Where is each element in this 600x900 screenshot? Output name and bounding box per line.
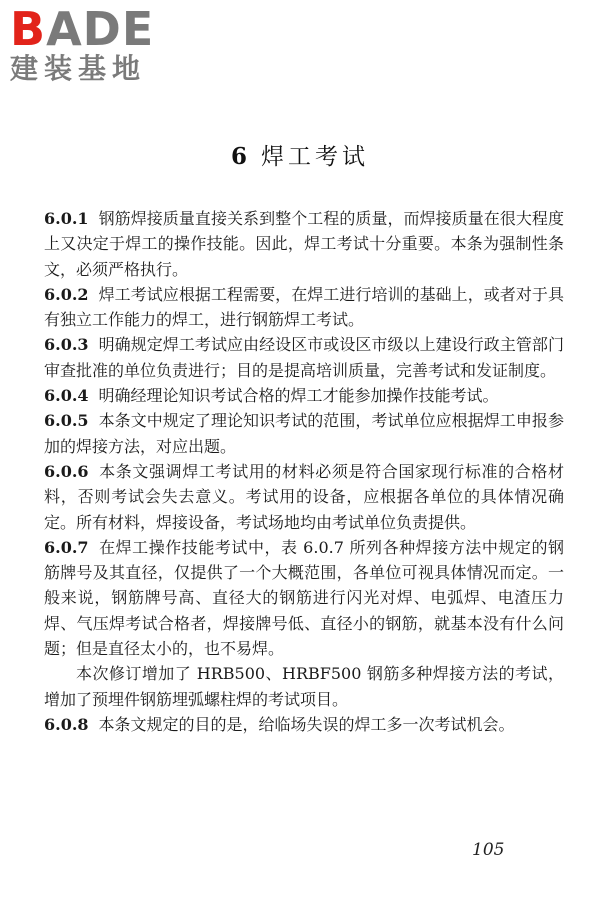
page-number: 105 <box>472 840 505 860</box>
clause-text: 本条文中规定了理论知识考试的范围，考试单位应根据焊工申报参加的焊接方法，对应出题。 <box>44 411 564 456</box>
chapter-title <box>0 142 600 172</box>
clause-text: 焊工考试应根据工程需要，在焊工进行培训的基础上，或者对于具有独立工作能力的焊工，进行钢筋焊工考试。 <box>44 284 564 330</box>
paragraph-6-0-2 <box>44 282 564 333</box>
paragraph-revision-note <box>44 661 564 712</box>
paragraph-6-0-4 <box>44 383 564 408</box>
document-body <box>44 206 564 737</box>
logo-subtitle: 建装基地 <box>10 52 147 85</box>
paragraph-6-0-7 <box>44 535 564 661</box>
clause-number: 6.0.7 <box>44 537 89 557</box>
paragraph-6-0-8 <box>44 712 564 737</box>
chapter-number: 6 <box>230 143 247 170</box>
paragraph-6-0-6 <box>44 459 564 535</box>
clause-text: 明确规定焊工考试应由经设区市或设区市级以上建设行政主管部门审查批准的单位负责进行；目的是提高培训质量，完善考试和发证制度。 <box>44 335 564 380</box>
paragraph-6-0-1 <box>44 206 564 282</box>
clause-text: 钢筋焊接质量直接关系到整个工程的质量，而焊接质量在很大程度上又决定于焊工的操作技能。因此，焊工考试十分重要。本条为强制性条文，必须严格执行。 <box>44 209 564 279</box>
clause-number: 6.0.2 <box>44 284 89 304</box>
bade-logo <box>10 2 185 90</box>
clause-number: 6.0.8 <box>44 714 89 734</box>
clause-number: 6.0.1 <box>44 209 89 228</box>
clause-number: 6.0.3 <box>44 335 89 355</box>
logo-wordmark <box>10 2 185 56</box>
logo-wordmark-rest: ADE <box>46 2 155 56</box>
clause-text: 本条文规定的目的是，给临场失误的焊工多一次考试机会。 <box>98 714 515 734</box>
clause-number: 6.0.6 <box>44 461 89 481</box>
clause-text: 本条文强调焊工考试用的材料必须是符合国家现行标准的合格材料，否则考试会失去意义。考试用的设备，应根据各单位的具体情况确定。所有材料，焊接设备，考试场地均由考试单位负责提供。 <box>44 461 564 532</box>
chapter-title-text: 焊工考试 <box>261 144 369 170</box>
paragraph-6-0-5 <box>44 408 564 459</box>
clause-text: 在焊工操作技能考试中，表 6.0.7 所列各种焊接方法中规定的钢筋牌号及其直径，仅提供了一个大概范围，各单位可视具体情况而定。一般来说，钢筋牌号高、直径大的钢筋进行闪光对焊、电弧焊、电渣压力焊、气压焊考试合格者，焊接牌号低、直径小的钢筋，就基本没有什么问题；但是直径太小的，也不易焊。 <box>44 537 564 659</box>
clause-number: 6.0.5 <box>44 411 89 431</box>
clause-number: 6.0.4 <box>44 386 89 406</box>
logo-accent-letter: B <box>10 2 47 56</box>
paragraph-6-0-3 <box>44 332 564 383</box>
clause-text: 本次修订增加了 HRB500、HRBF500 钢筋多种焊接方法的考试，增加了预埋件钢筋埋弧螺柱焊的考试项目。 <box>44 664 564 709</box>
clause-text: 明确经理论知识考试合格的焊工才能参加操作技能考试。 <box>98 386 499 406</box>
